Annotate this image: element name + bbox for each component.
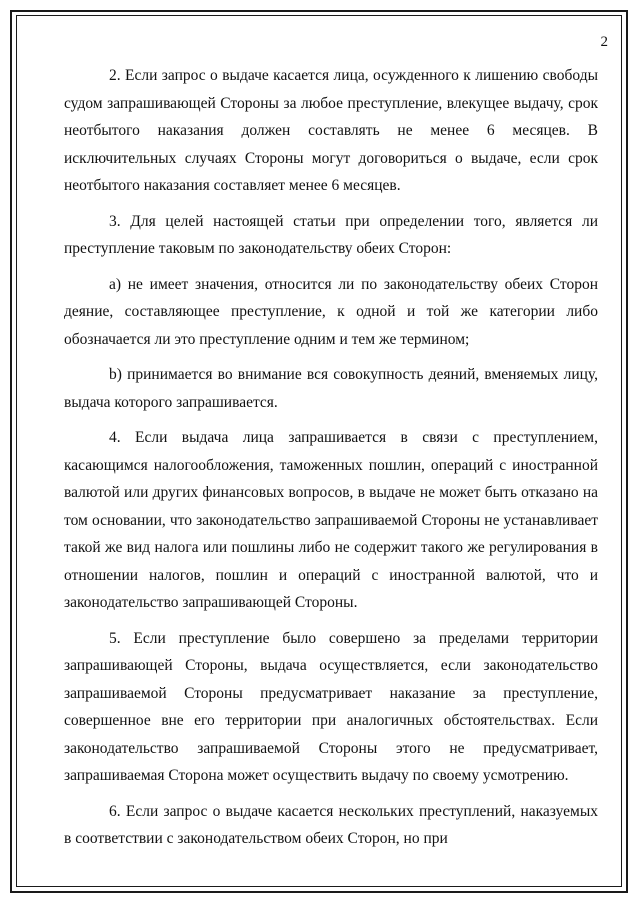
paragraph-6: 6. Если запрос о выдаче касается нескольких преступлений, наказуемых в соответствии с законодательством обеих Сторон, но при: [64, 802, 598, 847]
paragraph-4: 4. Если выдача лица запрашивается в связи с преступлением, касающимся налогообложения, таможенных пошлин, операций с иностранной валютой или других финансовых вопросов, в выдаче не может быть отказано на том основании, что законодательство запрашиваемой Стороны не устанавливает такой же вид налога или пошлины либо не содержит такого же регулирования в отношении налогов, пошлин и операций с иностранной валютой, что и законодательство запрашивающей Стороны.: [64, 429, 598, 611]
page-number: 2: [600, 34, 608, 50]
paragraph-3a: a) не имеет значения, относится ли по законодательству обеих Сторон деяние, составляющее преступление, к одной и той же категории либо обозначается ли это преступление одним и тем же термином;: [64, 275, 598, 348]
paragraph-3b: b) принимается во внимание вся совокупность деяний, вменяемых лицу, выдача которого запрашивается.: [64, 366, 598, 411]
document-body: [64, 62, 598, 853]
paragraph-2: 2. Если запрос о выдаче касается лица, осужденного к лишению свободы судом запрашивающей Стороны за любое преступление, влекущее выдачу, срок неотбытого наказания должен составлять не менее 6 месяцев. В исключительных случаях Стороны могут договориться о выдаче, если срок неотбытого наказания составляет менее 6 месяцев.: [64, 67, 598, 194]
paragraph-3: 3. Для целей настоящей статьи при определении того, является ли преступление таковым по законодательству обеих Сторон:: [64, 212, 598, 257]
paragraph-5: 5. Если преступление было совершено за пределами территории запрашивающей Стороны, выдача осуществляется, если законодательство запрашиваемой Стороны предусматривает наказание за преступление, совершенное вне его территории при аналогичных обстоятельствах. Если законодательство запрашиваемой Стороны этого не предусматривает, запрашиваемая Сторона может осуществить выдачу по своему усмотрению.: [64, 629, 598, 784]
